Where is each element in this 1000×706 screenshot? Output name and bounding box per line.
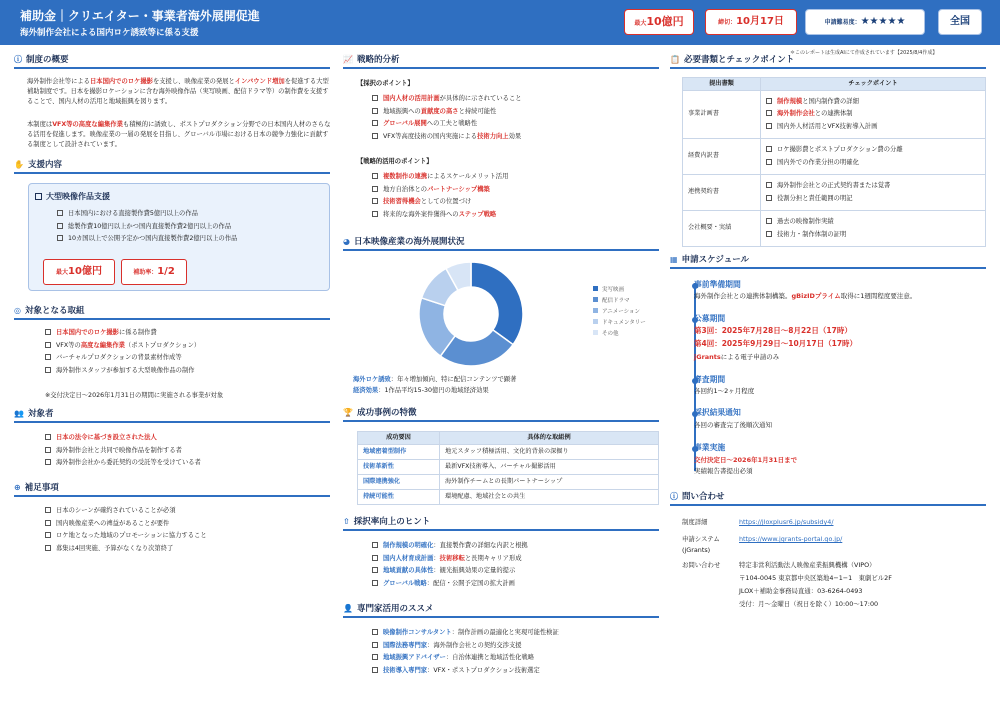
support-rule [14, 172, 330, 174]
supplement-item: 日本のシーンが確約されていることが必須 [45, 505, 207, 518]
target-item: バーチャルプロダクションの背景素材作成等 [45, 352, 200, 365]
strategy-rule [343, 67, 659, 69]
strategy-heading: 📈 戦略的分析 [343, 55, 400, 65]
support-box [28, 183, 330, 291]
strategy-app-item: VFX等高度技術の国内実施による技術力向上効果 [372, 131, 522, 144]
legend-swatch [593, 308, 598, 313]
documents-rule [670, 67, 986, 69]
target-icon: ◎ [14, 306, 21, 315]
supplement-item: ロケ地となった地域のプロモーションに協力すること [45, 530, 207, 543]
strategy-use-item: 地方自治体とのパートナーシップ構築 [372, 184, 508, 197]
expert-item: 技術導入専門家：VFX・ポストプロダクション技術選定 [372, 665, 559, 678]
contact-org: 特定非営利活動法人映像産業振興機構（VIPO） [739, 561, 876, 569]
supplement-item: 国内映像産業への裨益があることが要件 [45, 518, 207, 531]
page-title: 補助金｜クリエイター・事業者海外展開促進 [20, 9, 260, 23]
difficulty-badge: 申請難易度：★★★★★ [805, 9, 925, 35]
expert-icon: 👤 [343, 604, 353, 613]
legend-swatch [593, 330, 598, 335]
supplement-rule [14, 495, 330, 497]
eligible-rule [14, 421, 330, 423]
hints-heading: ⇧ 採択率向上のヒント [343, 517, 431, 527]
success-table: 成功要因 具体的な取組例 地域密着型制作 地元スタッフ積極活用、文化的背景の深掘り 技術革新性 最新VFX技術導入、バーチャル撮影活用 国際連携強化 海外制作チームとの長期パートナーシップ 持続可能性 環境配慮、地域社会との共生 [357, 431, 659, 505]
schedule-heading: ▦ 申請スケジュール [670, 255, 750, 265]
hint-item: 国内人材育成計画：技術移転と長期キャリア形成 [372, 553, 528, 566]
chart-legend [593, 285, 646, 340]
pie-icon: ◕ [343, 237, 350, 246]
target-item: VFX等の高度な編集作業（ポストプロダクション） [45, 340, 200, 353]
difficulty-stars: ★★★★★ [860, 16, 906, 27]
legend-swatch [593, 319, 598, 324]
chart-rule [343, 249, 659, 251]
schedule-round-3: 第3回：2025年7月28日〜8月22日（17時） [694, 326, 852, 335]
overview-paragraph-1: 海外制作会社等による日本国内でのロケ撮影を支援し、映像産業の発展とインバウンド増加を促進する大型補助制度です。日本を撮影ロケーションに含む海外映像作品（実写映画、配信ドラマ等）の制作費を支援することで、国内人材の活用と地域振興を図ります。 [27, 78, 329, 105]
max-amount-badge: 最大10億円 [624, 9, 694, 35]
table-row: 連携契約書 海外制作会社との正式契約書または覚書 役割分担と責任範囲の明記 [683, 175, 986, 211]
overview-rule [14, 67, 330, 69]
contact-address: 〒104-0045 東京都中央区築地4−1−1 東劇ビル2F [739, 574, 892, 582]
strategy-use-item: 技術習得機会としての位置づけ [372, 196, 508, 209]
info-icon: ⓘ [670, 492, 678, 501]
support-max-badge: 最大10億円 [43, 259, 115, 285]
support-heading: ✋ 支援内容 [14, 160, 62, 170]
strategy-app-item: 地域振興への貢献度の高さと持続可能性 [372, 106, 522, 119]
contact-heading: ⓘ 問い合わせ [670, 492, 725, 502]
chart-note-1: 海外ロケ誘致：年々増加傾向、特に配信コンテンツで顕著 [353, 376, 517, 383]
schedule-step-text: 各回約1〜2ヶ月程度 [694, 387, 755, 395]
header-bar [0, 0, 1000, 45]
expert-item: 国際法務専門家：海外制作会社との契約交渉支援 [372, 640, 559, 653]
info-icon: ⓘ [14, 55, 22, 64]
eligible-item: 海外制作会社から委託契約の受託等を受けている者 [45, 457, 201, 470]
calendar-icon: ▦ [670, 255, 678, 264]
strategy-app-item: 国内人材の活用計画が具体的に示されていること [372, 93, 522, 106]
targets-note: ※交付決定日〜2026年1月31日の期間に実施される事業が対象 [45, 392, 224, 399]
strategy-app-heading: 【採択のポイント】 [357, 80, 414, 87]
schedule-step-text: jGrantsによる電子申請のみ [694, 353, 780, 361]
schedule-step-title: 採択結果通知 [694, 408, 741, 417]
documents-heading: 📋 必要書類とチェックポイント [670, 55, 795, 65]
schedule-round-4: 第4回：2025年9月29日〜10月17日（17時） [694, 339, 858, 348]
table-row: 会社概要・実績 過去の映像制作実績 技術力・制作体制の証明 [683, 211, 986, 247]
overview-paragraph-2: 本制度はVFX等の高度な編集作業も積極的に誘致し、ポストプロダクション分野での日本国内人材のさらなる活用を促進します。映像産業の一層の発展を目指し、グローバル市場における日本の競争力強化に貢献する制度として設計されています。 [27, 121, 331, 148]
schedule-step-red: 交付決定日〜2026年1月31日まで [694, 456, 798, 464]
region-badge: 全国 [938, 9, 982, 35]
schedule-step-title: 審査期間 [694, 375, 726, 384]
eligible-item: 日本の法令に基づき設立された法人 [45, 432, 201, 445]
supplement-heading: ⊕ 補足事項 [14, 483, 59, 493]
schedule-step-title: 事前準備期間 [694, 280, 741, 289]
page-subtitle: 海外制作会社による国内ロケ誘致等に係る支援 [20, 28, 199, 38]
targets-rule [14, 318, 330, 320]
target-item: 日本国内でのロケ撮影に係る制作費 [45, 327, 200, 340]
table-row: 経費内訳書 ロケ撮影費とポストプロダクション費の分離 国内外での作業分担の明確化 [683, 139, 986, 175]
targets-heading: ◎ 対象となる取組 [14, 306, 85, 316]
clipboard-icon: 📋 [670, 55, 680, 64]
chart-icon: 📈 [343, 55, 353, 64]
success-heading: 🏆 成功事例の特徴 [343, 408, 417, 418]
eligible-item: 海外制作会社と共同で映像作品を制作する者 [45, 445, 201, 458]
legend-item [593, 318, 646, 329]
support-item: 日本国内における直接製作費5億円以上の作品 [57, 208, 237, 221]
plus-icon: ⊕ [14, 483, 21, 492]
documents-table: 提出書類 チェックポイント 事業計画書 制作規模と国内制作費の詳細 海外制作会社との連携体制 国内外人材活用とVFX技術導入計画 経費内訳書 ロケ撮影費とポストプロダクション費の分離 国内外での作業分担の明確化 連携契約書 海外制作会社との正式契約書または覚書 役割分担と責任範囲の明記 会社概要・実績 過去の映像制作実績 技術力・制作体制の証明 [682, 77, 986, 247]
overview-heading: ⓘ 制度の概要 [14, 55, 69, 65]
legend-item [593, 329, 646, 340]
experts-heading: 👤 専門家活用のススメ [343, 604, 434, 614]
schedule-step-text: 各回の審査完了後順次通知 [694, 421, 772, 429]
generated-note: ＊このレポートは生成AIにて作成されています【2025/8/4作成】 [790, 50, 938, 56]
contact-hours: 受付：月〜金曜日（祝日を除く）10:00〜17:00 [739, 600, 879, 608]
legend-label: ドキュメンタリー [602, 320, 646, 326]
table-row: 技術革新性 最新VFX技術導入、バーチャル撮影活用 [358, 460, 659, 475]
pie-chart [417, 260, 525, 368]
support-box-title: 大型映像作品支援 [35, 192, 110, 203]
legend-item [593, 307, 646, 318]
up-icon: ⇧ [343, 517, 350, 526]
people-icon: 👥 [14, 409, 24, 418]
eligible-heading: 👥 対象者 [14, 409, 54, 419]
schedule-step-title: 事業実施 [694, 443, 726, 452]
strategy-use-item: 将来的な海外案件獲得へのステップ戦略 [372, 209, 508, 222]
success-rule [343, 420, 659, 422]
legend-label: その他 [602, 331, 619, 337]
strategy-use-heading: 【戦略的活用のポイント】 [357, 158, 433, 165]
expert-item: 地域振興アドバイザー：自治体連携と地域活性化戦略 [372, 652, 559, 665]
chart-note-2: 経済効果：1作品平均15-30億円の地域経済効果 [353, 387, 489, 394]
schedule-step-title: 公募期間 [694, 314, 726, 323]
strategy-use-item: 複数制作の連携によるスケールメリット活用 [372, 171, 508, 184]
table-row: 持続可能性 環境配慮、地域社会との共生 [358, 490, 659, 505]
contact-label: (jGrants) [682, 546, 711, 554]
hint-item: グローバル戦略：配信・公開予定国の拡大計画 [372, 578, 528, 591]
support-rate-badge: 補助率：1/2 [121, 259, 187, 285]
trophy-icon: 🏆 [343, 408, 353, 417]
contact-rule [670, 504, 986, 506]
deadline-badge: 締切：10月17日 [705, 9, 797, 35]
contact-link-jgrants[interactable]: https://www.jgrants-portal.go.jp/ [739, 535, 843, 543]
legend-label: 実写映画 [602, 287, 625, 293]
support-item: 10カ国以上で公開予定かつ国内直接製作費2億円以上の作品 [57, 233, 237, 246]
chart-heading: ◕ 日本映像産業の海外展開状況 [343, 237, 465, 247]
target-item: 海外制作スタッフが参加する大型映像作品の制作 [45, 365, 200, 378]
contact-phone: JLOX＋補助金事務局直通：03-6264-0493 [739, 587, 863, 595]
supplement-item: 募集は4回実施、予算がなくなり次第終了 [45, 543, 207, 556]
schedule-rule [670, 267, 986, 269]
hint-item: 制作規模の明確化：直接製作費の詳細な内訳と根拠 [372, 540, 528, 553]
legend-label: アニメーション [602, 309, 641, 315]
hints-rule [343, 529, 659, 531]
contact-label: 申請システム [682, 535, 720, 543]
legend-item [593, 285, 646, 296]
hint-item: 地域貢献の具体性：観光振興効果の定量的提示 [372, 565, 528, 578]
contact-label: お問い合わせ [682, 561, 721, 569]
schedule-step-text: 海外制作会社との連携体制構築。gBizIDプライム取得に1週間程度要注意。 [694, 292, 917, 300]
legend-item [593, 296, 646, 307]
support-item: 総製作費10億円以上かつ国内直接製作費2億円以上の作品 [57, 221, 237, 234]
table-row: 国際連携強化 海外制作チームとの長期パートナーシップ [358, 475, 659, 490]
legend-swatch [593, 297, 598, 302]
table-row: 地域密着型制作 地元スタッフ積極活用、文化的背景の深掘り [358, 445, 659, 460]
expert-item: 映像制作コンサルタント：制作計画の最適化と実現可能性検証 [372, 627, 559, 640]
table-row: 事業計画書 制作規模と国内制作費の詳細 海外制作会社との連携体制 国内外人材活用とVFX技術導入計画 [683, 91, 986, 139]
experts-rule [343, 616, 659, 618]
contact-link-details[interactable]: https://jloxplusr6.jp/subsidy4/ [739, 518, 834, 526]
schedule-step-text: 実績報告書提出必須 [694, 467, 753, 475]
contact-label: 制度詳細 [682, 518, 708, 526]
legend-label: 配信ドラマ [602, 298, 630, 304]
legend-swatch [593, 286, 598, 291]
strategy-app-item: グローバル展開への工夫と戦略性 [372, 118, 522, 131]
handshake-icon: ✋ [14, 160, 24, 169]
